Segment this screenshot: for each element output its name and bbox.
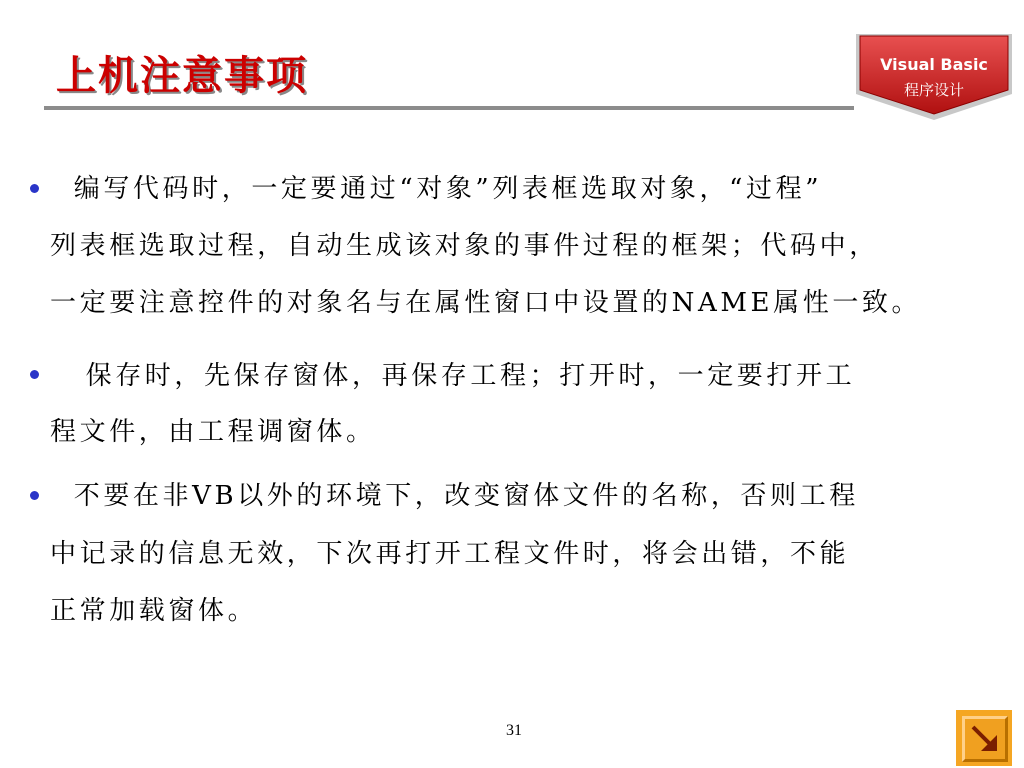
next-button-frame bbox=[962, 716, 1008, 762]
slide-title: 上机注意事项 bbox=[56, 52, 308, 99]
logo-line-2: 程序设计 bbox=[903, 81, 964, 99]
next-slide-button[interactable] bbox=[956, 710, 1012, 766]
bullet-3-line-1: 不要在非VB以外的环境下，改变窗体文件的名称，否则工程 bbox=[50, 481, 859, 511]
bullet-2-line-2: 程文件，由工程调窗体。 bbox=[50, 417, 376, 447]
bullet-3-line-3: 正常加载窗体。 bbox=[50, 596, 258, 626]
bullet-3-line-2: 中记录的信息无效，下次再打开工程文件时，将会出错，不能 bbox=[50, 539, 850, 569]
bullet-1-line-3: 一定要注意控件的对象名与在属性窗口中设置的NAME属性一致。 bbox=[50, 288, 922, 318]
logo-line-1: Visual Basic bbox=[880, 55, 988, 74]
bullet-1-line-2: 列表框选取过程，自动生成该对象的事件过程的框架；代码中， bbox=[50, 231, 879, 261]
bullet-dot bbox=[30, 370, 39, 379]
next-arrow-icon bbox=[965, 719, 1005, 759]
bullet-dot bbox=[30, 491, 39, 500]
bullet-1-line-1: 编写代码时，一定要通过“对象”列表框选取对象，“过程” bbox=[50, 174, 823, 204]
vb-logo-badge bbox=[852, 30, 1016, 122]
page-number: 31 bbox=[506, 722, 522, 739]
bullet-2-line-1: 保存时，先保存窗体，再保存工程；打开时，一定要打开工 bbox=[50, 361, 856, 391]
bullet-dot bbox=[30, 184, 39, 193]
title-underline bbox=[44, 106, 854, 110]
